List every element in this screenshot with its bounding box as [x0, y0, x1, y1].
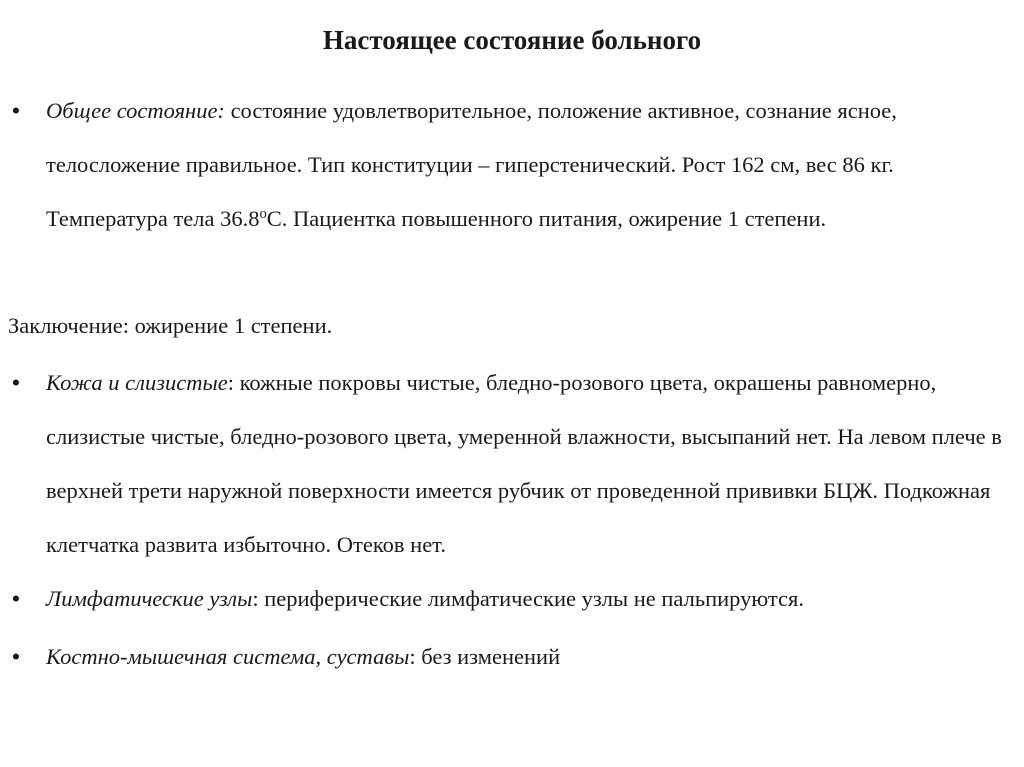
section-text [46, 84, 1012, 246]
section-heading: Лимфатические узлы [46, 586, 253, 611]
section-skin [12, 356, 1012, 572]
section-body: : периферические лимфатические узлы не пальпируются. [252, 586, 804, 611]
degree-sign: о [259, 205, 267, 222]
slide-title: Настоящее состояние больного [322, 25, 702, 55]
conclusion: Заключение: ожирение 1 степени. [8, 313, 333, 338]
bullet: • [12, 370, 20, 395]
section-musculoskeletal [12, 630, 1012, 684]
section-text [46, 572, 1012, 626]
section-body: : кожные покровы чистые, бледно-розового цвета, окрашены равномерно, слизистые чистые, бледно-розового цвета, умеренной влажности, высыпаний нет. На левом плече в верхней трети наружной поверхности имеется рубчик от проведенной прививки БЦЖ. Подкожная клетчатка развита избыточно. Отеков нет. [46, 370, 1002, 557]
section-text [46, 630, 1012, 684]
section-heading: Общее состояние: [46, 98, 225, 123]
section-text [46, 356, 1012, 572]
section-heading: Костно-мышечная система, суставы [46, 644, 410, 669]
section-general-state [12, 84, 1012, 246]
section-body-continued: С. Пациентка повышенного питания, ожирение 1 степени. [266, 206, 827, 231]
bullet: • [12, 98, 20, 123]
section-body: : без изменений [409, 644, 561, 669]
section-body: состояние удовлетворительное, положение активное, сознание ясное, телосложение правильное. Тип конституции – гиперстенический. Рост 162 см, вес 86 кг. Температура тела 36.8 [46, 98, 897, 231]
bullet: • [12, 586, 20, 611]
section-heading: Кожа и слизистые [46, 370, 228, 395]
bullet: • [12, 644, 20, 669]
section-lymph-nodes [12, 572, 1012, 626]
